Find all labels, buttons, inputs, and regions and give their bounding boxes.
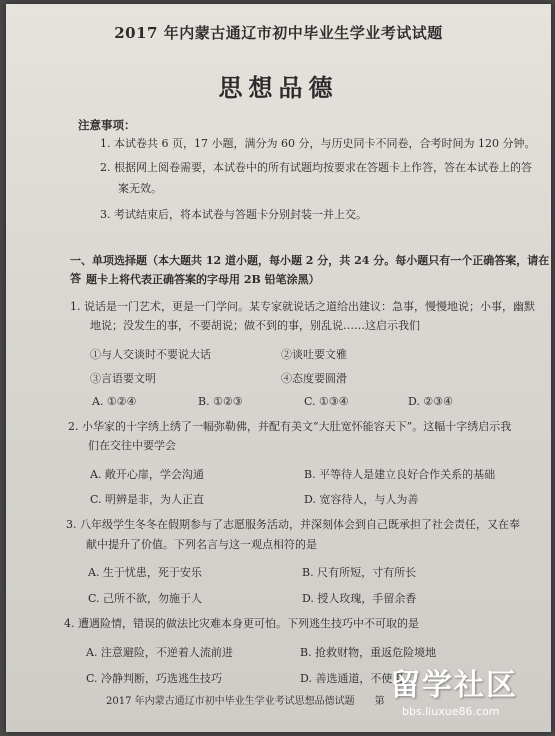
question-1-option-b: B. ①②③ bbox=[198, 395, 243, 408]
question-1-statement-3: ③言语要文明 bbox=[90, 372, 156, 385]
question-3-option-a: A. 生于忧患，死于安乐 bbox=[88, 566, 202, 579]
question-1-stem-line1: 1. 说话是一门艺术，更是一门学问。某专家就说话之道给出建议：急事，慢慢地说；小事，幽默 bbox=[70, 300, 535, 313]
question-4-option-c: C. 冷静判断，巧选逃生技巧 bbox=[86, 672, 223, 685]
question-4-option-a: A. 注意避险，不逆着人流前进 bbox=[86, 646, 233, 659]
question-1-statement-4: ④态度要圆滑 bbox=[281, 372, 347, 385]
question-3-option-c: C. 己所不欲，勿施于人 bbox=[88, 592, 203, 605]
exam-title: 2017 年内蒙古通辽市初中毕业生学业考试试题 bbox=[114, 24, 443, 42]
section-heading-cont: 题卡上将代表正确答案的字母用 2B 铅笔涂黑） bbox=[86, 273, 320, 286]
question-2-option-c: C. 明辨是非，为人正直 bbox=[90, 493, 205, 506]
subject-title: 思想品德 bbox=[218, 73, 339, 102]
question-4-option-d: D. 善选通道，不使用 bbox=[300, 672, 404, 685]
notes-heading: 注意事项： bbox=[78, 118, 136, 132]
question-1-statement-2: ②谈吐要文雅 bbox=[281, 348, 347, 361]
question-1-statement-1: ①与人交谈时不要说大话 bbox=[90, 348, 211, 361]
note-item-3: 3. 考试结束后，将本试卷与答题卡分别封装一并上交。 bbox=[100, 208, 367, 221]
question-2-stem-line1: 2. 小华家的十字绣上绣了一幅弥勒佛，并配有美文“大肚宽怀能容天下”。这幅十字绣启示我 bbox=[68, 420, 512, 433]
page-footer: 2017 年内蒙古通辽市初中毕业生学业考试思想品德试题 第 bbox=[106, 696, 385, 707]
question-1-stem-line2: 地说；没发生的事，不要胡说；做不到的事，别乱说……这启示我们 bbox=[90, 319, 420, 332]
question-4-stem: 4. 遭遇险情，错误的做法比灾难本身更可怕。下列逃生技巧中不可取的是 bbox=[64, 617, 419, 630]
question-4-option-b: B. 抢救财物，重返危险境地 bbox=[300, 646, 437, 659]
question-1-option-a: A. ①②④ bbox=[92, 395, 137, 408]
question-1-option-c: C. ①③④ bbox=[304, 395, 349, 408]
watermark-url: bbs.liuxue86.com bbox=[402, 705, 500, 718]
question-2-option-a: A. 敞开心扉，学会沟通 bbox=[90, 468, 204, 481]
note-item-1: 1. 本试卷共 6 页，17 小题，满分为 60 分，与历史同卡不同卷，合考时间为 120 分钟。 bbox=[100, 137, 536, 150]
question-2-stem-line2: 们在交往中要学会 bbox=[88, 439, 176, 452]
question-3-stem-line1: 3. 八年级学生冬冬在假期参与了志愿服务活动，并深刻体会到自己既承担了社会责任，又在奉 bbox=[66, 518, 520, 531]
question-2-option-b: B. 平等待人是建立良好合作关系的基础 bbox=[304, 468, 496, 481]
note-item-2-cont: 案无效。 bbox=[118, 182, 162, 195]
section-heading: 一、单项选择题（本大题共 12 道小题，每小题 2 分，共 24 分。每小题只有一个正确答案，请在答 bbox=[70, 254, 550, 285]
question-1-option-d: D. ②③④ bbox=[408, 395, 454, 408]
exam-paper bbox=[6, 4, 551, 732]
question-3-option-d: D. 授人玫瑰，手留余香 bbox=[302, 592, 417, 605]
question-2-option-d: D. 宽容待人，与人为善 bbox=[304, 493, 419, 506]
watermark-logo: 留学社区 bbox=[390, 668, 518, 703]
note-item-2: 2. 根据网上阅卷需要，本试卷中的所有试题均按要求在答题卡上作答，答在本试卷上的答 bbox=[100, 161, 532, 174]
question-3-stem-line2: 献中提升了价值。下列名言与这一观点相符的是 bbox=[86, 538, 317, 551]
question-3-option-b: B. 尺有所短，寸有所长 bbox=[302, 566, 417, 579]
